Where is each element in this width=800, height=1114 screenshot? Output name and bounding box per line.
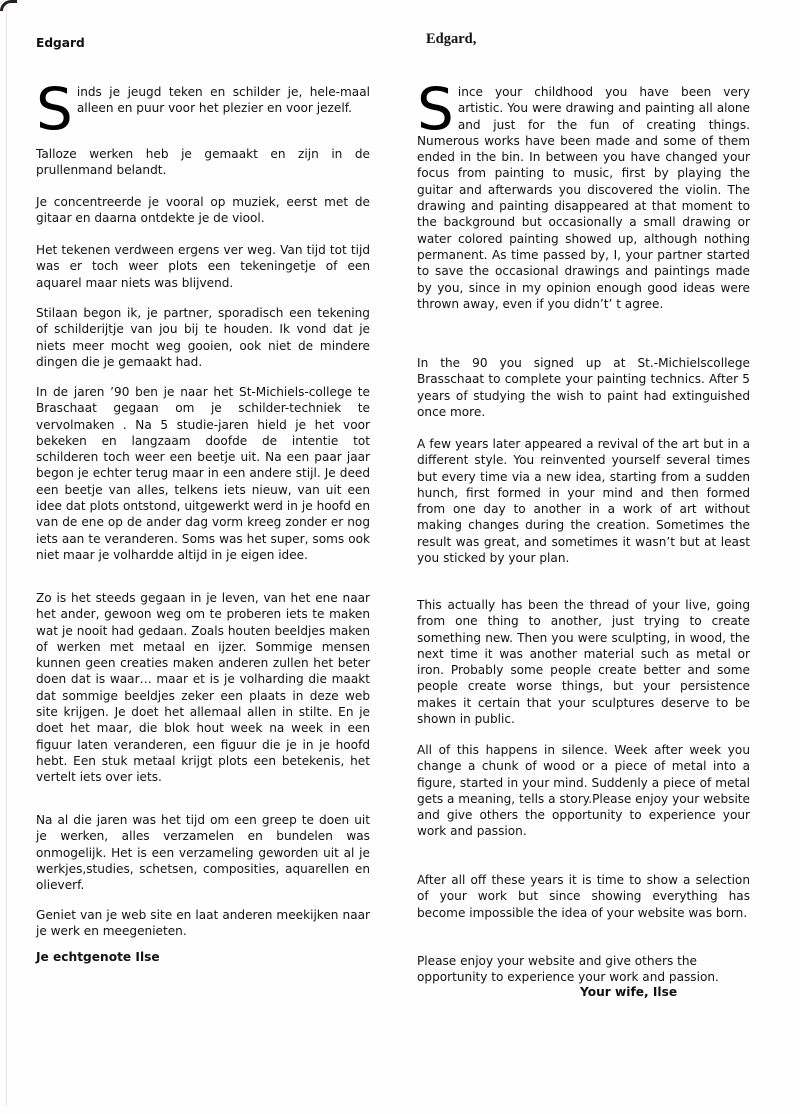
dutch-paragraph: Stilaan begon ik, je partner, sporadisch een tekening of schilderijtje van jou bij te houden. Ik vond dat je niets meer mocht weg gooien, ook niet de mindere dingen die je gemaakt had. (36, 306, 370, 369)
english-intro-paragraph (417, 75, 750, 312)
scan-corner-mark (0, 0, 17, 11)
dutch-signature: Je echtgenote Ilse (36, 950, 160, 964)
dutch-paragraph: Geniet van je web site en laat anderen meekijken naar je werk en meegenieten. (36, 908, 370, 939)
dutch-intro-paragraph (36, 75, 370, 143)
page-edge-line (6, 6, 7, 1106)
dutch-paragraph: In de jaren ’90 ben je naar het St-Michiels-college te Braschaat gegaan om je schilder-techniek te vervolmaken . Na 5 studie-jaren hield je het voor bekeken en langzaam doofde de intentie tot schilderen toch weer een beetje uit. Na een paar jaar begon je echter terug maar in een andere stijl. Je deed een beetje van alles, telkens iets nieuw, van uit een idee dat plots ontstond, uitgewerkt werd in je hoofd en van de ene op de ander dag vorm kreeg zonder er nog iets aan te veranderen. Soms was het super, soms ook niet maar je volhardde altijd in je eigen idee. (36, 385, 370, 562)
dutch-paragraph: Na al die jaren was het tijd om een greep te doen uit je werken, alles verzamelen en bundelen was onmogelijk. Het is een verzameling geworden uit al je werkjes,studies, schetsen, composities, aquarellen en olieverf. (36, 813, 370, 893)
english-letter-salutation: Edgard, (426, 31, 477, 47)
english-signature: Your wife, Ilse (580, 985, 678, 999)
english-intro-text: ince your childhood you have been very artistic. You were drawing and painting all alone and just for the fun of creating things. Numerous works have been made and some of them ended in the bin. In between you have changed your focus from painting to music, first by playing the guitar and afterwards you discovered the violin. The drawing and painting disappeared at that moment to the background but occasionally a small drawing or water colored painting showed up, although nothing permanent. As time passed by, I, your partner started to save the occasional drawings and paintings made by you, since in my opinion enough good ideas were thrown away, even if you didn’t’ t agree. (417, 85, 750, 311)
english-paragraph: In the 90 you signed up at St.-Michielscollege Brasschaat to complete your painting technics. After 5 years of studying the wish to paint had extinguished once more. (417, 356, 750, 419)
drop-cap-letter: S (417, 75, 454, 143)
dutch-paragraph: Talloze werken heb je gemaakt en zijn in de prullenmand belandt. (36, 147, 370, 178)
english-paragraph: This actually has been the thread of your live, going from one thing to another, just trying to create something new. Then you were sculpting, in wood, the next time it was another material such as metal or iron. Probably some people create better and some people create worse things, but your persistence makes it certain that your sculptures deserve to be shown in public. (417, 598, 750, 727)
dutch-paragraph: Het tekenen verdween ergens ver weg. Van tijd tot tijd was er toch weer plots een tekeningetje of een aquarel maar niets was blijvend. (36, 243, 370, 290)
english-paragraph: After all off these years it is time to show a selection of your work but since showing everything has become impossible the idea of your website was born. (417, 873, 750, 920)
dutch-letter-salutation: Edgard (36, 36, 85, 50)
dutch-paragraph: Je concentreerde je vooral op muziek, eerst met de gitaar en daarna ontdekte je de viool. (36, 195, 370, 226)
dutch-intro-text: inds je jeugd teken en schilder je, hele-maal alleen en puur voor het plezier en voor jezelf. (76, 85, 370, 116)
english-paragraph: Please enjoy your website and give others the opportunity to experience your work and passion. (417, 954, 719, 985)
drop-cap-letter: S (36, 75, 73, 143)
dutch-paragraph: Zo is het steeds gegaan in je leven, van het ene naar het ander, gewoon weg om te proberen iets te maken wat je nooit had gedaan. Zoals houten beeldjes maken of werken met metaal en ijzer. Sommige mensen kunnen geen creaties maken anderen zullen het beter doen dat is waar… maar et is je volharding die maakt dat sommige beeldjes zeker een plaats in deze web site krijgen. Je doet het allemaal allen in stilte. En je doet het maar, die blok hout week na week in een figuur laten veranderen, een figuur die je in je hoofd hebt. Een stuk metaal krijgt plots een betekenis, het vertelt iets over iets. (36, 591, 370, 785)
english-paragraph: A few years later appeared a revival of the art but in a different style. You reinvented yourself several times but every time via a new idea, starting from a sudden hunch, first formed in your mind and then formed from one day to another in a work of art without making changes during the creation. Sometimes the result was great, and sometimes it wasn’t but at least you sticked by your plan. (417, 437, 750, 566)
english-paragraph: All of this happens in silence. Week after week you change a chunk of wood or a piece of metal into a figure, started in your mind. Suddenly a piece of metal gets a meaning, tells a story.Please enjoy your website and give others the opportunity to experience your work and passion. (417, 743, 750, 839)
